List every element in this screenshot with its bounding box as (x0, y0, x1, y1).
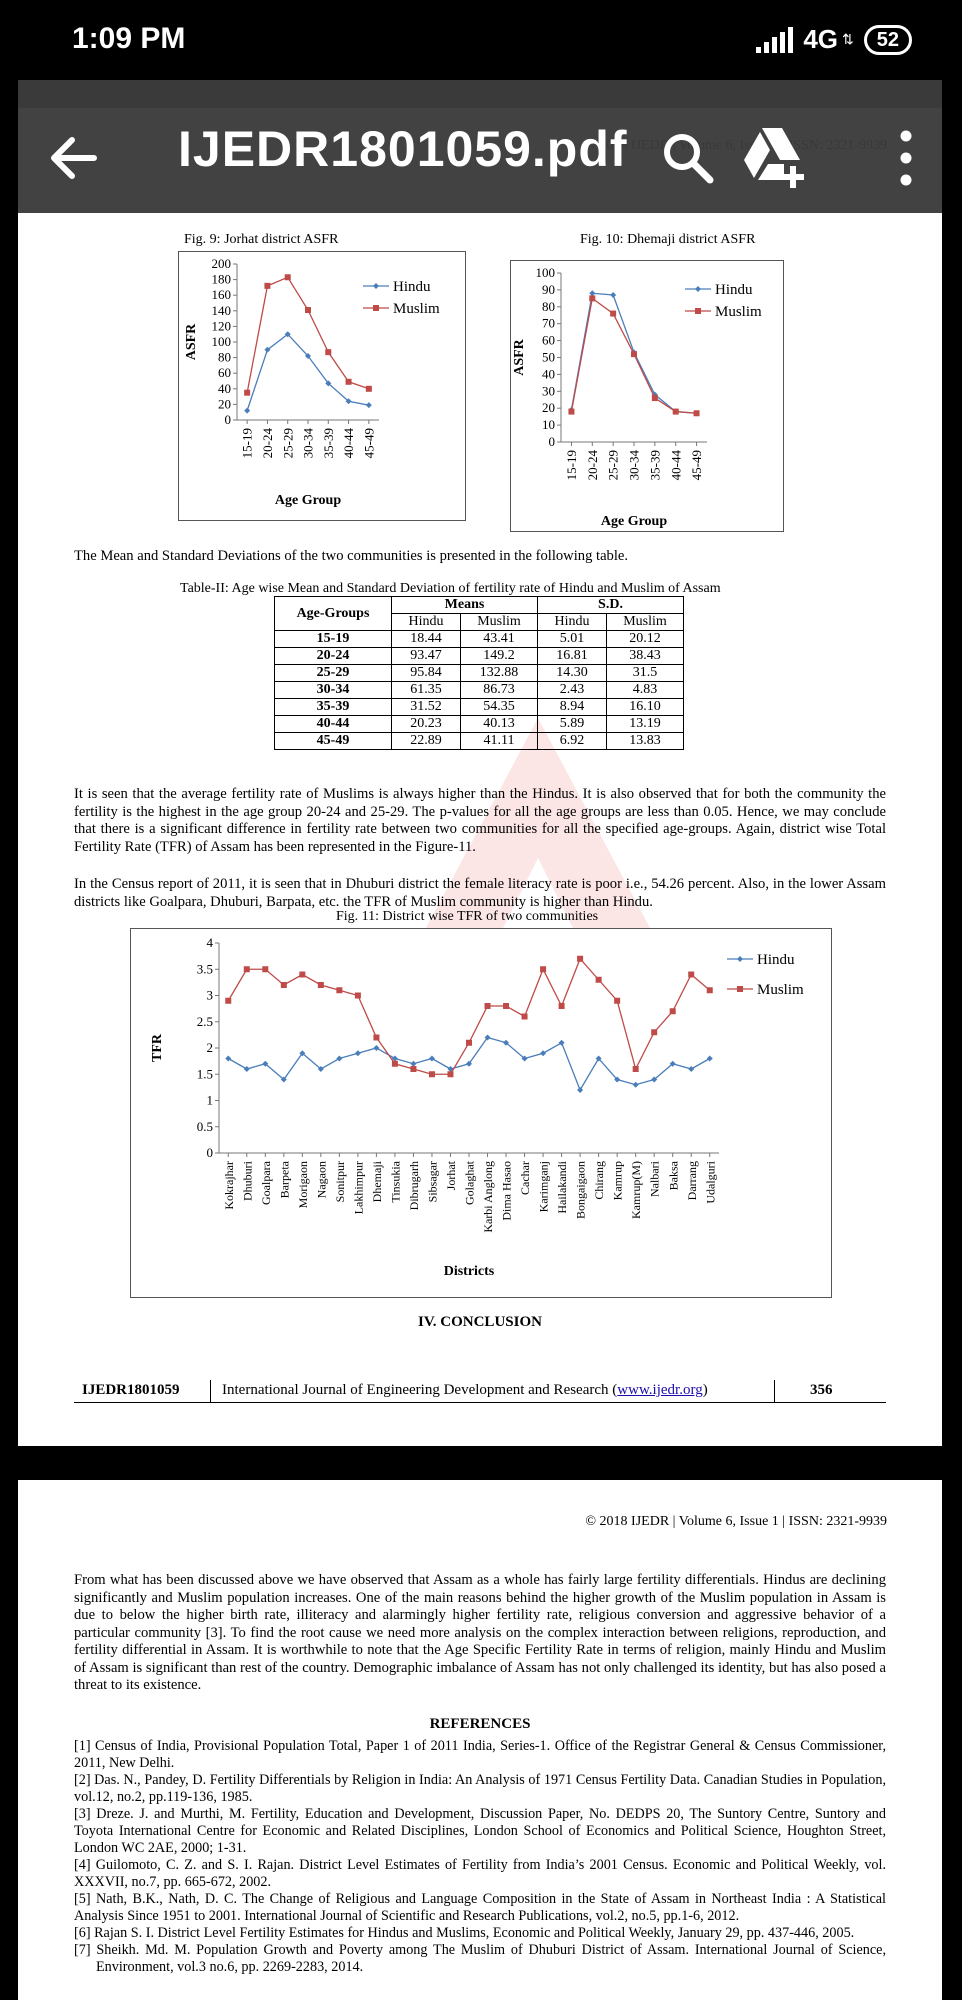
section-heading: IV. CONCLUSION (418, 1314, 542, 1330)
legend-label: Hindu (393, 279, 431, 295)
col-sd: S.D. (538, 597, 684, 614)
y-tick-label: 1.5 (196, 1066, 213, 1082)
table-cell: 40-44 (275, 716, 392, 733)
data-point (305, 307, 311, 313)
x-tick-label: Dima Hasao (499, 1161, 514, 1221)
x-tick-label: Sibsagar (425, 1161, 440, 1203)
fig9-caption: Fig. 9: Jorhat district ASFR (184, 232, 339, 247)
data-point (355, 1050, 361, 1056)
fig11-district-tfr-chart (130, 928, 832, 1298)
footer-journal (222, 1382, 708, 1399)
x-tick-label: Barpeta (277, 1161, 292, 1199)
references-list (74, 1738, 886, 1976)
x-tick-label: Baksa (666, 1161, 681, 1191)
footer-paper-id: IJEDR1801059 (82, 1382, 180, 1398)
col-age-groups: Age-Groups (275, 597, 392, 631)
table-cell: 93.47 (392, 648, 461, 665)
data-point (346, 379, 352, 385)
table-row (275, 648, 684, 665)
more-vert-icon[interactable] (886, 126, 926, 190)
y-tick-label: 60 (218, 365, 231, 381)
x-tick-label: Darrang (684, 1161, 699, 1201)
x-tick-label: Karimganj (536, 1161, 551, 1213)
data-point (673, 409, 679, 415)
table-cell: 14.30 (538, 665, 607, 682)
data-point (373, 1035, 379, 1041)
legend-marker (373, 283, 379, 289)
x-axis-title: Districts (443, 1264, 495, 1279)
table-cell: 16.10 (607, 699, 684, 716)
y-tick-label: 30 (542, 383, 555, 399)
x-tick-label: 20-24 (259, 428, 275, 459)
data-point (244, 408, 250, 414)
y-tick-label: 100 (211, 334, 231, 349)
y-tick-label: 80 (542, 298, 555, 314)
data-arrows-icon: ⇅ (842, 31, 854, 47)
table-cell: 20-24 (275, 648, 392, 665)
status-bar (0, 0, 962, 80)
x-tick-label: Tinsukia (388, 1161, 403, 1203)
y-tick-label: 200 (211, 256, 231, 271)
data-point (633, 1082, 639, 1088)
add-to-drive-icon[interactable] (738, 124, 810, 190)
data-point (336, 987, 342, 993)
references-heading: REFERENCES (429, 1716, 531, 1732)
table-cell: 35-39 (275, 699, 392, 716)
series-line-hindu (247, 334, 369, 410)
fig10-dhemaji-chart (510, 260, 784, 532)
legend-marker (695, 308, 701, 314)
data-point (285, 274, 291, 280)
table-cell: 13.83 (607, 733, 684, 750)
x-tick-label: 25-29 (605, 450, 621, 481)
table-cell: 132.88 (461, 665, 538, 682)
results-paragraph: It is seen that the average fertility rate of Muslims is always higher than the Hindus. It is also observed that for both the community the fertility is the highest in the age group 20-24 and 25-29. The p-values for all the age groups are less than 0.05. Hence, we may conclude that there is a significant difference in fertility rate between two communities for all the specified age-groups. Again, district wise Total Fertility Rate (TFR) of Assam has been represented in the Figure-11. (74, 786, 886, 855)
data-point (225, 998, 231, 1004)
y-tick-label: 3 (206, 987, 213, 1003)
x-tick-label: Hailakandi (555, 1161, 570, 1214)
table-cell: 54.35 (461, 699, 538, 716)
conclusion-paragraph: From what has been discussed above we have observed that Assam as a whole has fairly large fertility differentials. Hindus are declining significantly and Muslim population increases. One of the main reasons behind the higher growth of the Muslim population in Assam is due to below the higher birth rate, illiteracy and alarmingly higher fertility rate, religious conversion and aggressive behavior of a particular community [3]. To find the root cause we need more analysis on the complex interaction between religions, reproduction, and fertility differential in Assam. It is worthwhile to note that the Age Specific Fertility Rate in terms of religion, mainly Hindu and Muslim of Assam is significant than rest of the country. Demographic imbalance of Assam has not only challenged its identity, but has also posed a threat to its existence. (74, 1572, 886, 1693)
data-point (410, 1061, 416, 1067)
table-cell: 2.43 (538, 682, 607, 699)
y-tick-label: 50 (542, 349, 555, 365)
status-indicators (756, 24, 912, 55)
data-point (610, 311, 616, 317)
data-point (244, 390, 250, 396)
x-tick-label: Jorhat (444, 1161, 459, 1191)
sub-muslim: Muslim (461, 614, 538, 631)
document-title: IJEDR1801059.pdf (178, 121, 628, 177)
data-point (707, 987, 713, 993)
x-tick-label: 30-34 (300, 428, 316, 459)
network-type: 4G (803, 24, 839, 54)
data-point (466, 1040, 472, 1046)
x-tick-label: Morigaon (295, 1161, 310, 1209)
footer-page-number: 356 (810, 1382, 833, 1398)
x-tick-label: Cachar (518, 1161, 533, 1195)
table-cell: 40.13 (461, 716, 538, 733)
y-tick-label: 4 (206, 935, 213, 950)
x-tick-label: Nalbari (647, 1161, 662, 1197)
x-tick-label: 25-29 (280, 428, 296, 459)
y-tick-label: 100 (535, 265, 555, 280)
x-tick-label: Dibrugarh (406, 1161, 421, 1211)
x-tick-label: 15-19 (239, 428, 255, 459)
page-header: © 2018 IJEDR | Volume 6, Issue 1 | ISSN: 2321-9939 (585, 1514, 887, 1529)
data-point (631, 351, 637, 357)
data-point (325, 349, 331, 355)
page-footer (74, 1380, 886, 1404)
table-cell: 5.01 (538, 631, 607, 648)
fig10-caption: Fig. 10: Dhemaji district ASFR (580, 232, 756, 247)
x-tick-label: 45-49 (689, 450, 705, 481)
journal-link[interactable]: www.ijedr.org (617, 1382, 703, 1398)
data-point (225, 1056, 231, 1062)
table-cell: 31.52 (392, 699, 461, 716)
data-point (577, 956, 583, 962)
y-tick-label: 60 (542, 332, 555, 348)
x-tick-label: Goalpara (258, 1161, 273, 1205)
legend-marker (737, 986, 743, 992)
table-row (275, 716, 684, 733)
data-point (707, 1056, 713, 1062)
y-tick-label: 3.5 (196, 961, 213, 977)
y-tick-label: 90 (542, 281, 555, 297)
x-tick-label: Bongaigaon (573, 1161, 588, 1219)
x-tick-label: Kamrup(M) (629, 1161, 644, 1219)
legend-marker (695, 286, 701, 292)
table-cell: 16.81 (538, 648, 607, 665)
footer-divider (774, 1380, 775, 1403)
reference-item: [7] Sheikh. Md. M. Population Growth and Poverty among The Muslim of Dhuburi District of Assam. International Journal of Science, Environment, vol.3 no.6, pp. 2269-2283, 2014. (74, 1942, 886, 1975)
table-cell: 61.35 (392, 682, 461, 699)
data-point (355, 993, 361, 999)
data-point (688, 972, 694, 978)
y-tick-label: 1 (206, 1092, 213, 1108)
legend-marker (373, 305, 379, 311)
data-point (522, 1014, 528, 1020)
data-point (633, 1066, 639, 1072)
data-point (577, 1087, 583, 1093)
reference-item: [2] Das. N., Pandey, D. Fertility Differentials by Religion in India: An Analysis of 1971 Census Fertility Data. Canadian Studies in Population, vol.12, no.2, pp.119-136, 1985. (74, 1772, 886, 1805)
y-tick-label: 20 (542, 400, 555, 416)
table-row (275, 631, 684, 648)
data-point (264, 283, 270, 289)
x-tick-label: Dhemaji (369, 1161, 384, 1203)
table-cell: 13.19 (607, 716, 684, 733)
x-tick-label: Sonitpur (332, 1161, 347, 1203)
reference-item: [5] Nath, B.K., Nath, D. C. The Change of Religious and Language Composition in the State of Assam in Northeast India : A Statistical Analysis Since 1951 to 2001. International Journal of Scientific and Research Publications, vol.2, no.5, pp.1-6, 2012. (74, 1891, 886, 1924)
data-point (262, 966, 268, 972)
x-tick-label: Karbi Anglong (481, 1161, 496, 1233)
data-point (688, 1066, 694, 1072)
y-tick-label: 160 (211, 287, 231, 303)
data-point (651, 1029, 657, 1035)
x-tick-label: Golaghat (462, 1161, 477, 1205)
table-cell: 31.5 (607, 665, 684, 682)
data-point (596, 977, 602, 983)
footer-paren: ) (702, 1382, 708, 1398)
y-tick-label: 70 (542, 315, 555, 331)
x-tick-label: 30-34 (626, 450, 642, 481)
data-point (336, 1056, 342, 1062)
y-tick-label: 180 (211, 271, 231, 287)
data-point (670, 1008, 676, 1014)
search-icon[interactable] (658, 128, 718, 188)
table-cell: 41.11 (461, 733, 538, 750)
data-point (281, 982, 287, 988)
x-tick-label: Udalguri (703, 1161, 718, 1204)
data-point (244, 966, 250, 972)
data-point (614, 998, 620, 1004)
table-cell: 45-49 (275, 733, 392, 750)
y-tick-label: 0 (224, 412, 231, 427)
table-cell: 95.84 (392, 665, 461, 682)
table-cell: 30-34 (275, 682, 392, 699)
x-tick-label: 40-44 (341, 428, 357, 459)
legend-label: Hindu (715, 282, 753, 298)
data-point (694, 410, 700, 416)
table-cell: 6.92 (538, 733, 607, 750)
y-tick-label: 20 (218, 396, 231, 412)
y-tick-label: 40 (542, 366, 555, 382)
reference-item: [3] Dreze. J. and Murthi, M. Fertility, Education and Development, Discussion Paper, No. DEDPS 20, The Suntory Centre, Suntory and Toyota International Centre for Economic and Related Disciplines, London School of Economics and Political Science, Houghton Street, London WC 2AE, 2000; 1-31. (74, 1806, 886, 1856)
data-point (318, 982, 324, 988)
fig9-jorhat-chart (178, 251, 466, 521)
table-cell: 25-29 (275, 665, 392, 682)
x-tick-label: 35-39 (320, 428, 336, 459)
x-tick-label: 40-44 (668, 450, 684, 481)
x-tick-label: 45-49 (361, 428, 377, 459)
table-row (275, 665, 684, 682)
pdf-viewer-app-bar (18, 108, 942, 213)
data-point (299, 972, 305, 978)
reference-item: [6] Rajan S. I. District Level Fertility Estimates for Hindus and Muslims, Economic and Political Weekly, January 29, pp. 437-446, 2005. (74, 1925, 855, 1941)
table-cell: 15-19 (275, 631, 392, 648)
data-point (392, 1061, 398, 1067)
table-cell: 86.73 (461, 682, 538, 699)
x-tick-label: Chirang (592, 1161, 607, 1200)
data-point (366, 386, 372, 392)
col-means: Means (392, 597, 538, 614)
data-point (410, 1066, 416, 1072)
table-cell: 43.41 (461, 631, 538, 648)
table-cell: 149.2 (461, 648, 538, 665)
status-time: 1:09 PM (72, 22, 186, 55)
legend-label: Muslim (715, 304, 762, 320)
data-point (429, 1071, 435, 1077)
data-point (559, 1040, 565, 1046)
data-point (373, 1045, 379, 1051)
data-point (559, 1003, 565, 1009)
data-point (652, 395, 658, 401)
legend-marker (737, 956, 743, 962)
x-axis-title: Age Group (274, 493, 342, 508)
table-caption: Table-II: Age wise Mean and Standard Deviation of fertility rate of Hindu and Muslim of Assam (180, 581, 721, 596)
y-tick-label: 80 (218, 349, 231, 365)
x-axis-title: Age Group (600, 514, 668, 529)
footer-divider (210, 1380, 211, 1403)
x-tick-label: Kamrup (610, 1161, 625, 1201)
table-cell: 20.12 (607, 631, 684, 648)
table-cell: 22.89 (392, 733, 461, 750)
battery-indicator: 52 (864, 25, 912, 55)
fig11-caption: Fig. 11: District wise TFR of two communities (336, 909, 599, 924)
legend-label: Muslim (757, 982, 804, 998)
table-row (275, 682, 684, 699)
table-cell: 8.94 (538, 699, 607, 716)
y-tick-label: 120 (211, 318, 231, 334)
data-point (568, 409, 574, 415)
toolbar-shadow (18, 80, 942, 108)
table-cell: 5.89 (538, 716, 607, 733)
x-tick-label: 35-39 (647, 450, 663, 481)
data-point (429, 1056, 435, 1062)
stats-table (274, 596, 684, 750)
y-axis-title: ASFR (184, 323, 199, 361)
data-point (503, 1003, 509, 1009)
data-point (610, 292, 616, 298)
table-cell: 4.83 (607, 682, 684, 699)
footer-journal-name: International Journal of Engineering Development and Research ( (222, 1382, 618, 1398)
data-point (366, 402, 372, 408)
y-axis-title: ASFR (512, 339, 527, 376)
pdf-page-356[interactable] (18, 108, 942, 1446)
sub-muslim: Muslim (607, 614, 684, 631)
reference-item: [4] Guilomoto, C. Z. and S. I. Rajan. District Level Estimates of Fertility from India’s 2001 Census. Economic and Political Weekly, vol. XXXVII, no.7, pp. 665-672, 2002. (74, 1857, 886, 1890)
data-point (540, 966, 546, 972)
x-tick-label: 15-19 (563, 450, 579, 481)
series-line-muslim (247, 277, 369, 392)
table-cell: 20.23 (392, 716, 461, 733)
footer-rule (74, 1402, 886, 1403)
legend-label: Muslim (393, 301, 440, 317)
y-tick-label: 0 (206, 1145, 213, 1160)
census-paragraph: In the Census report of 2011, it is seen that in Dhuburi district the female literacy rate is poor i.e., 54.26 percent. Also, in the lower Assam districts like Goalpara, Dhuburi, Barpata, etc. the TFR of Muslim community is higher than Hindu. (74, 876, 886, 910)
y-tick-label: 0.5 (196, 1118, 213, 1134)
x-tick-label: Lakhimpur (351, 1161, 366, 1215)
x-tick-label: Nagaon (314, 1161, 329, 1199)
reference-item: [1] Census of India, Provisional Population Total, Paper 1 of 2011 India, Series-1. Office of the Registrar General & Census Commissioner, 2011, New Delhi. (74, 1738, 886, 1771)
legend-label: Hindu (757, 952, 795, 968)
y-tick-label: 140 (211, 302, 231, 318)
back-arrow-icon[interactable] (44, 128, 104, 188)
x-tick-label: Kokrajhar (221, 1161, 236, 1210)
sub-hindu: Hindu (392, 614, 461, 631)
y-tick-label: 10 (542, 417, 555, 433)
data-point (540, 1050, 546, 1056)
y-tick-label: 0 (548, 434, 555, 449)
y-tick-label: 40 (218, 380, 231, 396)
data-point (485, 1003, 491, 1009)
table-cell: 18.44 (392, 631, 461, 648)
table-cell: 38.43 (607, 648, 684, 665)
data-point (447, 1071, 453, 1077)
y-tick-label: 2 (206, 1040, 213, 1055)
table-row (275, 733, 684, 750)
intro-text: The Mean and Standard Deviations of the two communities is presented in the following table. (74, 548, 629, 564)
data-point (589, 295, 595, 301)
data-point (244, 1066, 250, 1072)
x-tick-label: Dhuburi (240, 1161, 255, 1201)
y-tick-label: 2.5 (196, 1013, 213, 1029)
signal-icon (756, 27, 793, 53)
pdf-page-357[interactable] (18, 1480, 942, 2000)
y-axis-title: TFR (150, 1034, 165, 1062)
x-tick-label: 20-24 (584, 450, 600, 481)
sub-hindu: Hindu (538, 614, 607, 631)
table-row (275, 699, 684, 716)
